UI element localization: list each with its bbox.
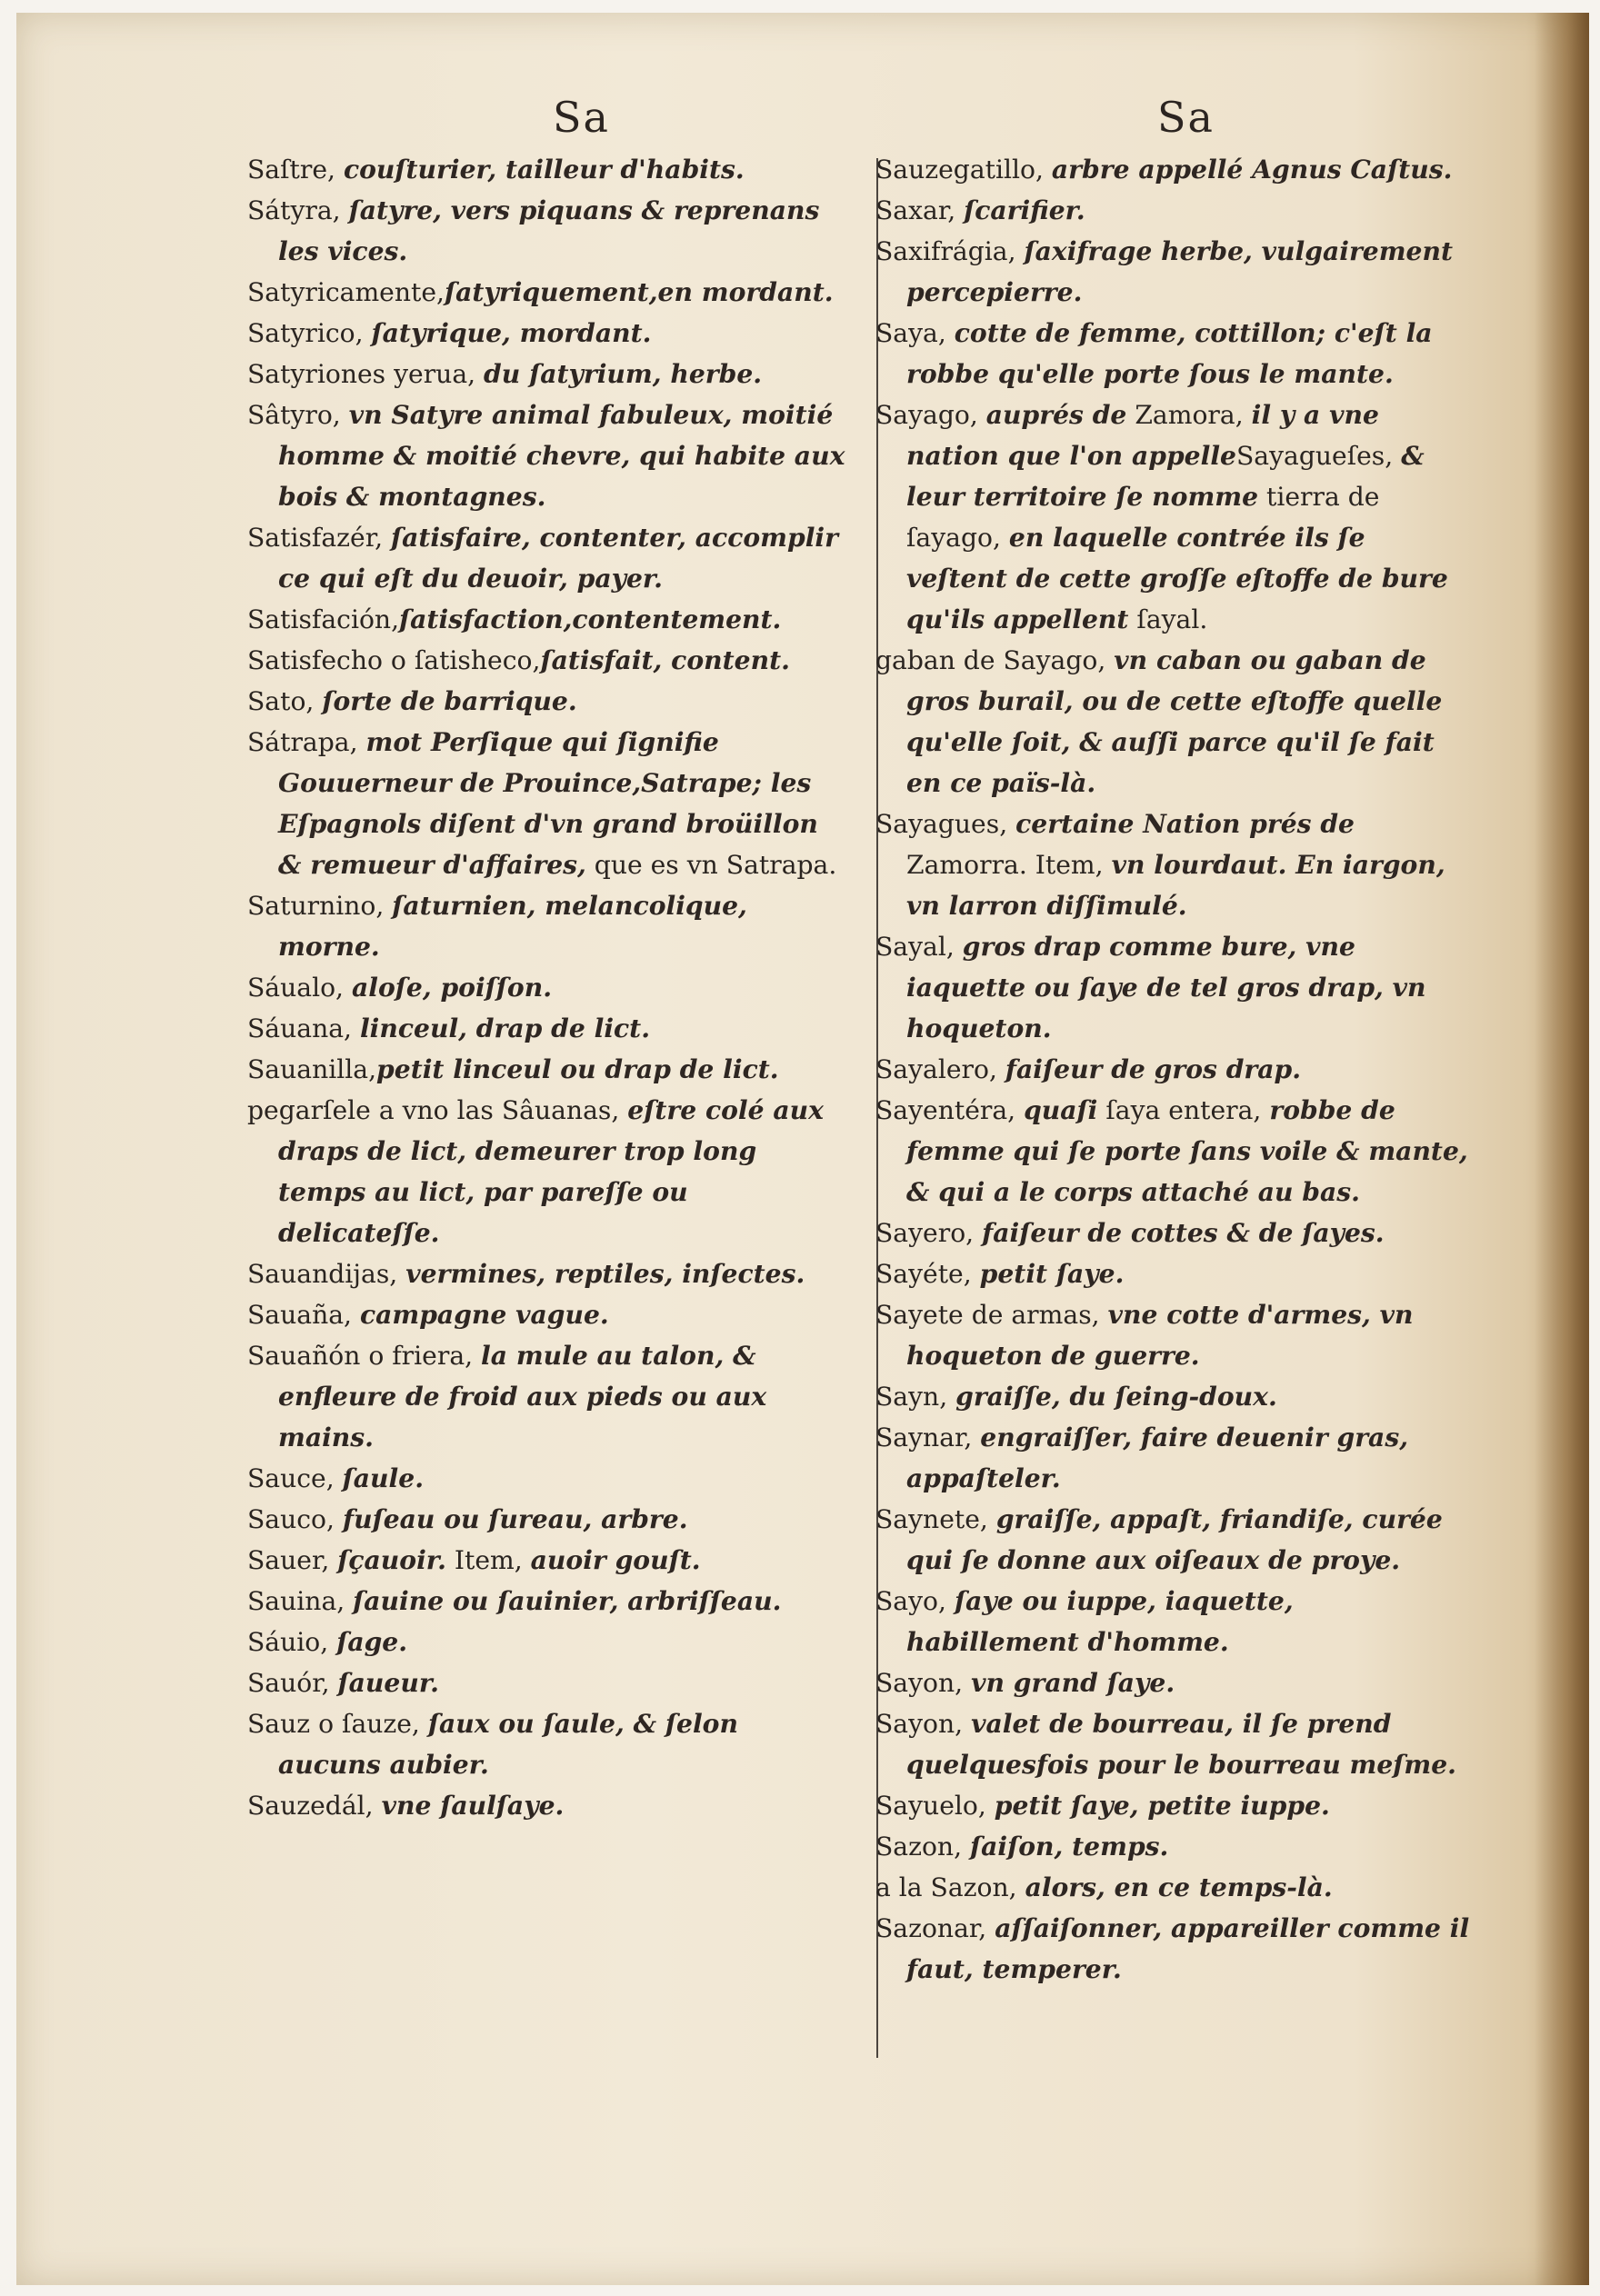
entry-gloss: couſturier, tailleur d'habits. <box>343 155 745 185</box>
entry-gloss: mot Perſique qui ſignifie Gouuerneur de Prouince,Satrape; les Eſpagnols diſent d'vn grand broüillon & remueur d'affaires, <box>278 727 818 880</box>
entry-gloss: graiſſe, du ſeing-doux. <box>955 1382 1277 1412</box>
running-head-right: Sa <box>1157 93 1215 142</box>
dictionary-entry <box>875 1294 1471 1376</box>
entry-gloss: arbre appellé Agnus Caſtus. <box>1051 155 1453 185</box>
entry-gloss: aſſaiſonner, appareiller comme il faut, temperer. <box>906 1913 1470 1984</box>
dictionary-entry <box>247 354 847 394</box>
entry-gloss: vne ſaulſaye. <box>381 1791 565 1821</box>
dictionary-entry <box>247 149 847 190</box>
entry-gloss: du ſatyrium, herbe. <box>484 359 763 389</box>
entry-headword: Sátyra, <box>247 195 349 225</box>
entry-gloss: valet de bourreau, il ſe prend quelquesfois pour le bourreau meſme. <box>906 1709 1456 1780</box>
entry-gloss: & leur territoire ſe nomme <box>906 441 1425 512</box>
dictionary-entry <box>247 599 847 640</box>
entry-gloss: la mule au talon, & enfleure de froid aux pieds ou aux mains. <box>278 1341 767 1452</box>
dictionary-entry <box>247 190 847 272</box>
entry-gloss: vn caban ou gaban de gros burail, ou de cette eſtoffe quelle qu'elle ſoit, & auſſi parce qu'il ſe fait en ce païs-là. <box>906 645 1443 798</box>
entry-headword: Sayéte, <box>875 1259 980 1289</box>
entry-text: Sayagueſes, <box>1235 441 1402 471</box>
dictionary-entry <box>247 1458 847 1499</box>
entry-gloss: faiſeur de gros drap. <box>1005 1054 1302 1084</box>
entry-headword: Satyriones yerua, <box>247 359 485 389</box>
entry-gloss: ſatyrique, mordant. <box>371 318 652 348</box>
entry-headword: Sauz o ſauze, <box>247 1709 428 1739</box>
entry-gloss: ſaiſon, temps. <box>970 1832 1169 1862</box>
entry-text: que es vn Satrapa. <box>585 850 837 880</box>
entry-headword: Saturnino, <box>247 891 393 921</box>
entry-gloss: robbe de femme qui ſe porte ſans voile & mante, & qui a le corps attaché au bas. <box>906 1095 1468 1207</box>
entry-headword: Sayon, <box>875 1709 972 1739</box>
entry-gloss: graiſſe, appaſt, friandiſe, curée qui ſe donne aux oiſeaux de proye. <box>906 1504 1443 1575</box>
entry-headword: Sátrapa, <box>247 727 366 757</box>
entry-headword: Sauzedál, <box>247 1791 382 1821</box>
entry-headword: Sáualo, <box>247 973 352 1003</box>
entry-gloss: ſaueur. <box>337 1668 439 1698</box>
entry-gloss: linceul, drap de lict. <box>359 1013 651 1043</box>
entry-gloss: gros drap comme bure, vne iaquette ou ſaye de tel gros drap, vn hoqueton. <box>906 932 1426 1043</box>
dictionary-entry <box>247 681 847 722</box>
entry-gloss: auoir gouſt. <box>530 1545 701 1575</box>
entry-headword: a la Sazon, <box>875 1872 1025 1902</box>
dictionary-entry <box>875 1376 1471 1417</box>
entry-headword: pegarſele a vno las Sâuanas, <box>247 1095 628 1125</box>
dictionary-entry <box>247 1622 847 1662</box>
entry-headword: Sayentéra, <box>875 1095 1025 1125</box>
entry-gloss: vermines, reptiles, inſectes. <box>405 1259 805 1289</box>
entry-headword: Satisfación, <box>247 604 400 634</box>
entry-headword: Sayuelo, <box>875 1791 995 1821</box>
dictionary-entry <box>247 1335 847 1458</box>
dictionary-entry <box>247 885 847 967</box>
entry-headword: Saſtre, <box>247 155 344 185</box>
dictionary-entry <box>875 640 1471 804</box>
running-head-left: Sa <box>553 93 610 142</box>
entry-gloss: petit linceul ou drap de lict. <box>376 1054 779 1084</box>
dictionary-entry <box>875 1213 1471 1253</box>
dictionary-entry <box>875 1785 1471 1826</box>
dictionary-entry <box>247 1703 847 1785</box>
entry-headword: Sauina, <box>247 1586 354 1616</box>
entry-text: tierra de ſayago, <box>906 482 1380 553</box>
entry-headword: gaban de Sayago, <box>875 645 1115 675</box>
dictionary-entry <box>247 640 847 681</box>
dictionary-entry <box>875 926 1471 1049</box>
dictionary-entry <box>875 1253 1471 1294</box>
entry-gloss: auprés de <box>985 400 1127 430</box>
entry-gloss: faiſeur de cottes & de ſayes. <box>982 1218 1385 1248</box>
dictionary-entry <box>247 1008 847 1049</box>
dictionary-entry <box>247 1662 847 1703</box>
entry-gloss: ſaturnien, melancolique, morne. <box>278 891 747 962</box>
entry-gloss: ſaxifrage herbe, vulgairement percepierre. <box>906 236 1453 307</box>
entry-headword: Sayagues, <box>875 809 1016 839</box>
entry-gloss: vn Satyre animal fabuleux, moitié homme & moitié chevre, qui habite aux bois & montagnes. <box>278 400 845 512</box>
dictionary-entry <box>247 1090 847 1253</box>
dictionary-entry <box>875 1867 1471 1908</box>
dictionary-entry <box>875 394 1471 640</box>
entry-gloss: cotte de femme, cottillon; c'eſt la robbe qu'elle porte ſous le mante. <box>906 318 1433 389</box>
dictionary-entry <box>247 1499 847 1540</box>
entry-gloss: certaine Nation prés de <box>1015 809 1355 839</box>
entry-headword: Sáuio, <box>247 1627 337 1657</box>
dictionary-entry <box>875 1908 1471 1990</box>
dictionary-entry <box>875 804 1471 926</box>
dictionary-entry <box>247 313 847 354</box>
entry-headword: Sayn, <box>875 1382 956 1412</box>
entry-headword: Sayete de armas, <box>875 1300 1108 1330</box>
entry-headword: Sauañón o friera, <box>247 1341 482 1371</box>
entry-gloss: ſatyriquement,en mordant. <box>444 277 834 307</box>
entry-headword: Saxifrágia, <box>875 236 1025 266</box>
entry-headword: Sauór, <box>247 1668 338 1698</box>
entry-gloss: fuſeau ou ſureau, arbre. <box>342 1504 688 1534</box>
entry-gloss: ſauine ou ſauinier, arbriſſeau. <box>353 1586 782 1616</box>
entry-headword: Saynete, <box>875 1504 996 1534</box>
dictionary-entry <box>875 1826 1471 1867</box>
entry-gloss: vn lourdaut. En iargon, vn larron diſſimulé. <box>906 850 1445 921</box>
entry-headword: Satisfazér, <box>247 523 391 553</box>
page-spine-shadow <box>1535 13 1589 2285</box>
entry-text: ſayal. <box>1128 604 1208 634</box>
entry-gloss: ſage. <box>336 1627 408 1657</box>
entry-text: Zamorra. Item, <box>906 850 1112 880</box>
entry-gloss: petit ſaye, petite iuppe. <box>994 1791 1330 1821</box>
dictionary-entry <box>875 1049 1471 1090</box>
entry-headword: Sayago, <box>875 400 986 430</box>
entry-headword: Sayon, <box>875 1668 972 1698</box>
dictionary-entry <box>247 517 847 599</box>
dictionary-entry <box>247 722 847 885</box>
entry-gloss: campagne vague. <box>359 1300 609 1330</box>
entry-headword: Sâtyro, <box>247 400 349 430</box>
entry-headword: Sauzegatillo, <box>875 155 1052 185</box>
entry-gloss: quaſi <box>1024 1095 1098 1125</box>
entry-gloss: il y a vne nation que l'on appelle <box>906 400 1379 471</box>
entry-headword: Sayo, <box>875 1586 955 1616</box>
entry-headword: Sauaña, <box>247 1300 360 1330</box>
entry-gloss: eſtre colé aux draps de lict, demeurer trop long temps au lict, par pareſſe ou delicateſſe. <box>278 1095 824 1248</box>
entry-gloss: en laquelle contrée ils ſe veſtent de cette groſſe eſtoffe de bure qu'ils appellent <box>906 523 1448 634</box>
entry-headword: Sauandijas, <box>247 1259 406 1289</box>
entry-headword: Sayero, <box>875 1218 983 1248</box>
entry-gloss: alors, en ce temps-là. <box>1025 1872 1333 1902</box>
dictionary-entry <box>875 190 1471 231</box>
entry-headword: Saynar, <box>875 1423 981 1452</box>
entry-gloss: vne cotte d'armes, vn hoqueton de guerre. <box>906 1300 1414 1371</box>
entry-gloss: petit ſaye. <box>979 1259 1125 1289</box>
entry-text: Zamora, <box>1126 400 1252 430</box>
entry-gloss: engraiſſer, faire deuenir gras, appaſteler. <box>906 1423 1409 1493</box>
dictionary-entry <box>875 1090 1471 1213</box>
entry-gloss: ſorte de barrique. <box>322 686 577 716</box>
dictionary-entry <box>247 1785 847 1826</box>
entry-headword: Sauco, <box>247 1504 343 1534</box>
entry-headword: Sayalero, <box>875 1054 1005 1084</box>
dictionary-entry <box>247 1294 847 1335</box>
entry-headword: Sauer, <box>247 1545 338 1575</box>
entry-gloss: ſaux ou ſaule, & ſelon aucuns aubier. <box>278 1709 738 1780</box>
dictionary-entry <box>875 1662 1471 1703</box>
entry-headword: Saxar, <box>875 195 965 225</box>
dictionary-entry <box>875 1417 1471 1499</box>
entry-gloss: ſatisfaction,contentement. <box>399 604 782 634</box>
dictionary-entry <box>875 231 1471 313</box>
dictionary-entry <box>247 1581 847 1622</box>
dictionary-entry <box>247 1253 847 1294</box>
entry-gloss: ſçauoir. <box>337 1545 446 1575</box>
entry-headword: Sáuana, <box>247 1013 360 1043</box>
dictionary-entry <box>247 1540 847 1581</box>
entry-headword: Saya, <box>875 318 955 348</box>
dictionary-entry <box>875 149 1471 190</box>
dictionary-entry <box>875 1581 1471 1662</box>
entry-text: ſaya entera, <box>1097 1095 1270 1125</box>
entry-gloss: ſatyre, vers piquans & reprenans les vices. <box>278 195 820 266</box>
left-column <box>247 149 847 1826</box>
entry-gloss: ſaye ou iuppe, iaquette, habillement d'homme. <box>906 1586 1294 1657</box>
dictionary-entry <box>247 967 847 1008</box>
entry-headword: Sato, <box>247 686 323 716</box>
entry-headword: Satisfecho o ſatisheco, <box>247 645 541 675</box>
entry-headword: Sayal, <box>875 932 963 962</box>
entry-text: Item, <box>445 1545 531 1575</box>
entry-gloss: ſaule. <box>342 1463 425 1493</box>
entry-gloss: ſatisfait, content. <box>540 645 790 675</box>
entry-headword: Satyricamente, <box>247 277 445 307</box>
dictionary-entry <box>875 1499 1471 1581</box>
entry-gloss: aloſe, poiſſon. <box>351 973 553 1003</box>
dictionary-entry <box>247 272 847 313</box>
right-column <box>875 149 1471 1990</box>
entry-headword: Sazon, <box>875 1832 971 1862</box>
entry-headword: Sauce, <box>247 1463 343 1493</box>
entry-headword: Sazonar, <box>875 1913 995 1943</box>
dictionary-entry <box>875 313 1471 394</box>
entry-gloss: vn grand ſaye. <box>971 1668 1175 1698</box>
entry-headword: Sauanilla, <box>247 1054 377 1084</box>
entry-gloss: ſcarifier. <box>964 195 1085 225</box>
dictionary-entry <box>247 394 847 517</box>
entry-gloss: ſatisfaire, contenter, accomplir ce qui eſt du deuoir, payer. <box>278 523 838 594</box>
dictionary-entry <box>875 1703 1471 1785</box>
entry-headword: Satyrico, <box>247 318 372 348</box>
dictionary-entry <box>247 1049 847 1090</box>
